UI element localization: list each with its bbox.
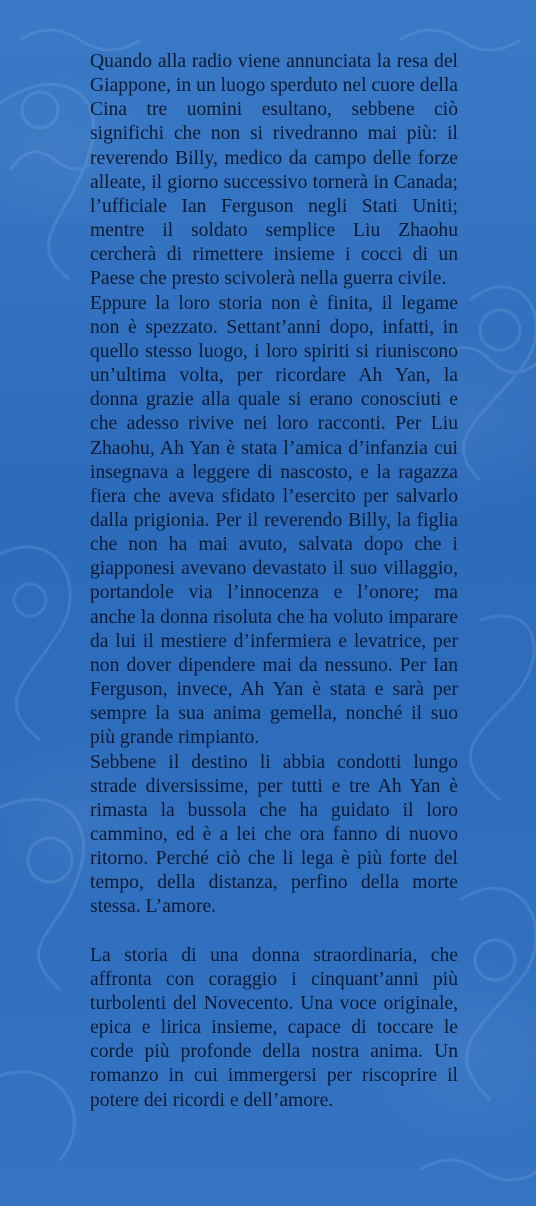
cover-blurb <box>90 50 458 1113</box>
blurb-paragraph-4: La storia di una donna straordinaria, che affronta con coraggio i cinquant’anni più turbolenti del Novecento. Una voce originale, epica e lirica insieme, capace di toccare le corde più profonde della nostra anima. Un romanzo in cui immergersi per riscoprire il potere dei ricordi e dell’amore. <box>90 944 458 1111</box>
paragraph-spacer <box>90 920 458 944</box>
blurb-paragraph-2: Eppure la loro storia non è finita, il legame non è spezzato. Settant’anni dopo, infatti, in quello stesso luogo, i loro spiriti si riuniscono un’ultima volta, per ricordare Ah Yan, la donna grazie alla quale si erano conosciuti e che adesso rivive nei loro racconti. Per Liu Zhaohu, Ah Yan è stata l’amica d’infanzia cui insegnava a leggere di nascosto, e la ragazza fiera che aveva sfidato l’esercito per salvarlo dalla prigionia. Per il reverendo Billy, la figlia che non ha mai avuto, salvata dopo che i giapponesi avevano devastato il suo villaggio, portandole via l’innocenza e l’onore; ma anche la donna risoluta che ha voluto imparare da lui il mestiere d’infermiera e levatrice, per non dover dipendere mai da nessuno. Per Ian Ferguson, invece, Ah Yan è stata e sarà per sempre la sua anima gemella, nonché il suo più grande rimpianto. <box>90 292 458 749</box>
blurb-paragraph-3: Sebbene il destino li abbia condotti lungo strade diversissime, per tutti e tre Ah Yan è rimasta la bussola che ha guidato il loro cammino, ed è a lei che ora fanno di nuovo ritorno. Perché ciò che li lega è più forte del tempo, della distanza, perfino della morte stessa. L’amore. <box>90 751 458 918</box>
blurb-paragraph-1: Quando alla radio viene annunciata la resa del Giappone, in un luogo sperduto nel cuore della Cina tre uomini esultano, sebbene ciò significhi che non si rivedranno mai più: il reverendo Billy, medico da campo delle forze alleate, il giorno successivo tornerà in Canada; l’ufficiale Ian Ferguson negli Stati Uniti; mentre il soldato semplice Liu Zhaohu cercherà di rimettere insieme i cocci di un Paese che presto scivolerà nella guerra civile. <box>90 51 458 290</box>
